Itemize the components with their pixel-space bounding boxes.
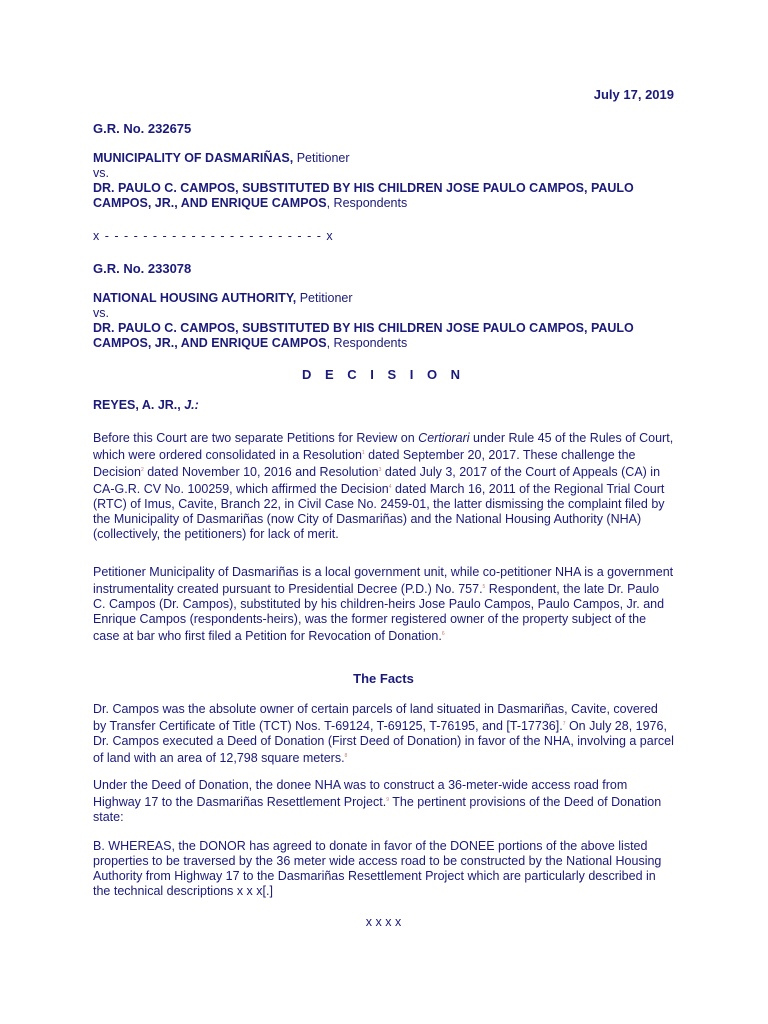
footnote-ref[interactable]: 5 <box>482 584 486 590</box>
case-1-caption: MUNICIPALITY OF DASMARIÑAS, Petitioner vs. DR. PAULO C. CAMPOS, SUBSTITUTED BY HIS CHILDREN JOSE PAULO CAMPOS, PAULO CAMPOS, JR., AND ENRIQUE CAMPOS, Respondents <box>93 151 674 211</box>
case-2-caption: NATIONAL HOUSING AUTHORITY, Petitioner vs. DR. PAULO C. CAMPOS, SUBSTITUTED BY HIS CHILDREN JOSE PAULO CAMPOS, PAULO CAMPOS, JR., AND ENRIQUE CAMPOS, Respondents <box>93 291 674 351</box>
case-separator: x - - - - - - - - - - - - - - - - - - - - - - - x <box>93 229 334 243</box>
paragraph-5-quote: B. WHEREAS, the DONOR has agreed to donate in favor of the DONEE portions of the above listed properties to be traversed by the 36 meter wide access road to be constructed by the National Housing Authority from Highway 17 to the Dasmariñas Resettlement Project which are particularly described in the technical descriptions x x x[.] <box>93 839 662 898</box>
facts-heading: The Facts <box>353 671 414 686</box>
footnote-ref[interactable]: 4 <box>388 484 392 491</box>
ponente: REYES, A. JR., J.: <box>93 398 199 412</box>
case-2-respondents: DR. PAULO C. CAMPOS, SUBSTITUTED BY HIS CHILDREN JOSE PAULO CAMPOS, PAULO CAMPOS, JR., AND ENRIQUE CAMPOS <box>93 321 634 350</box>
footnote-ref[interactable]: 2 <box>140 467 144 474</box>
footnote-ref[interactable]: 1 <box>361 450 365 456</box>
footnote-ref[interactable]: 9 <box>386 797 389 803</box>
decision-title: D E C I S I O N <box>301 367 466 382</box>
paragraph-3: Dr. Campos was the absolute owner of certain parcels of land situated in Dasmariñas, Cavite, covered by Transfer Certificate of Title (TCT) Nos. T-69124, T-69125, T-76195, and [T-17736].$^7$ On July 28, 1976, Dr. Campos executed a Deed of Donation (First Deed of Donation) in favor of the NHA, involving a parcel of land with an area of 12,798 square meters.$^8$ <box>93 702 674 766</box>
paragraph-1: Before this Court are two separate Petitions for Review on Certiorari under Rule 45 of the Rules of Court, which were ordered consolidated in a Resolution$^1$ dated September 20, 2017. These challenge the Decision$^2$ dated November 10, 2016 and Resolution$^3$ dated July 3, 2017 of the Court of Appeals (CA) in CA-G.R. CV No. 100259, which affirmed the Decision$^4$ dated March 16, 2011 of the Regional Trial Court (RTC) of Imus, Cavite, Branch 22, in Civil Case No. 2459-01, the latter dismissing the complaint filed by the Municipality of Dasmariñas (now City of Dasmariñas) and the National Housing Authority (NHA) (collectively, the petitioners) for lack of merit. <box>93 431 674 542</box>
case-1-vs: vs. <box>93 166 109 180</box>
case-2-petitioner: NATIONAL HOUSING AUTHORITY, <box>93 291 297 305</box>
footnote-ref[interactable]: 8 <box>344 753 348 760</box>
decision-date: July 17, 2019 <box>593 87 674 102</box>
ellipsis: x x x x <box>365 915 402 929</box>
paragraph-4: Under the Deed of Donation, the donee NHA was to construct a 36-meter-wide access road from Highway 17 to the Dasmariñas Resettlement Project.$^9$ The pertinent provisions of the Deed of Donation state: <box>93 778 662 825</box>
footnote-ref[interactable]: 6 <box>441 631 445 638</box>
case-2-vs: vs. <box>93 306 109 320</box>
case-1-respondents: DR. PAULO C. CAMPOS, SUBSTITUTED BY HIS CHILDREN JOSE PAULO CAMPOS, PAULO CAMPOS, JR., AND ENRIQUE CAMPOS <box>93 181 634 210</box>
footnote-ref[interactable]: 3 <box>378 467 382 474</box>
case-2-number: G.R. No. 233078 <box>93 261 192 276</box>
case-1-petitioner: MUNICIPALITY OF DASMARIÑAS, <box>93 151 294 165</box>
case-1-number: G.R. No. 232675 <box>93 121 192 136</box>
paragraph-2: Petitioner Municipality of Dasmariñas is a local government unit, while co-petitioner NHA is a government instrumentality created pursuant to Presidential Decree (P.D.) No. 757.$^5$ Respondent, the late Dr. Paulo C. Campos (Dr. Campos), substituted by his children-heirs Jose Paulo Campos, Paulo Campos, Jr. and Enrique Campos (respondents-heirs), was the former registered owner of the property subject of the case at bar who first filed a Petition for Revocation of Donation.$^6$ <box>93 565 674 644</box>
footnote-ref[interactable]: 7 <box>562 721 566 727</box>
